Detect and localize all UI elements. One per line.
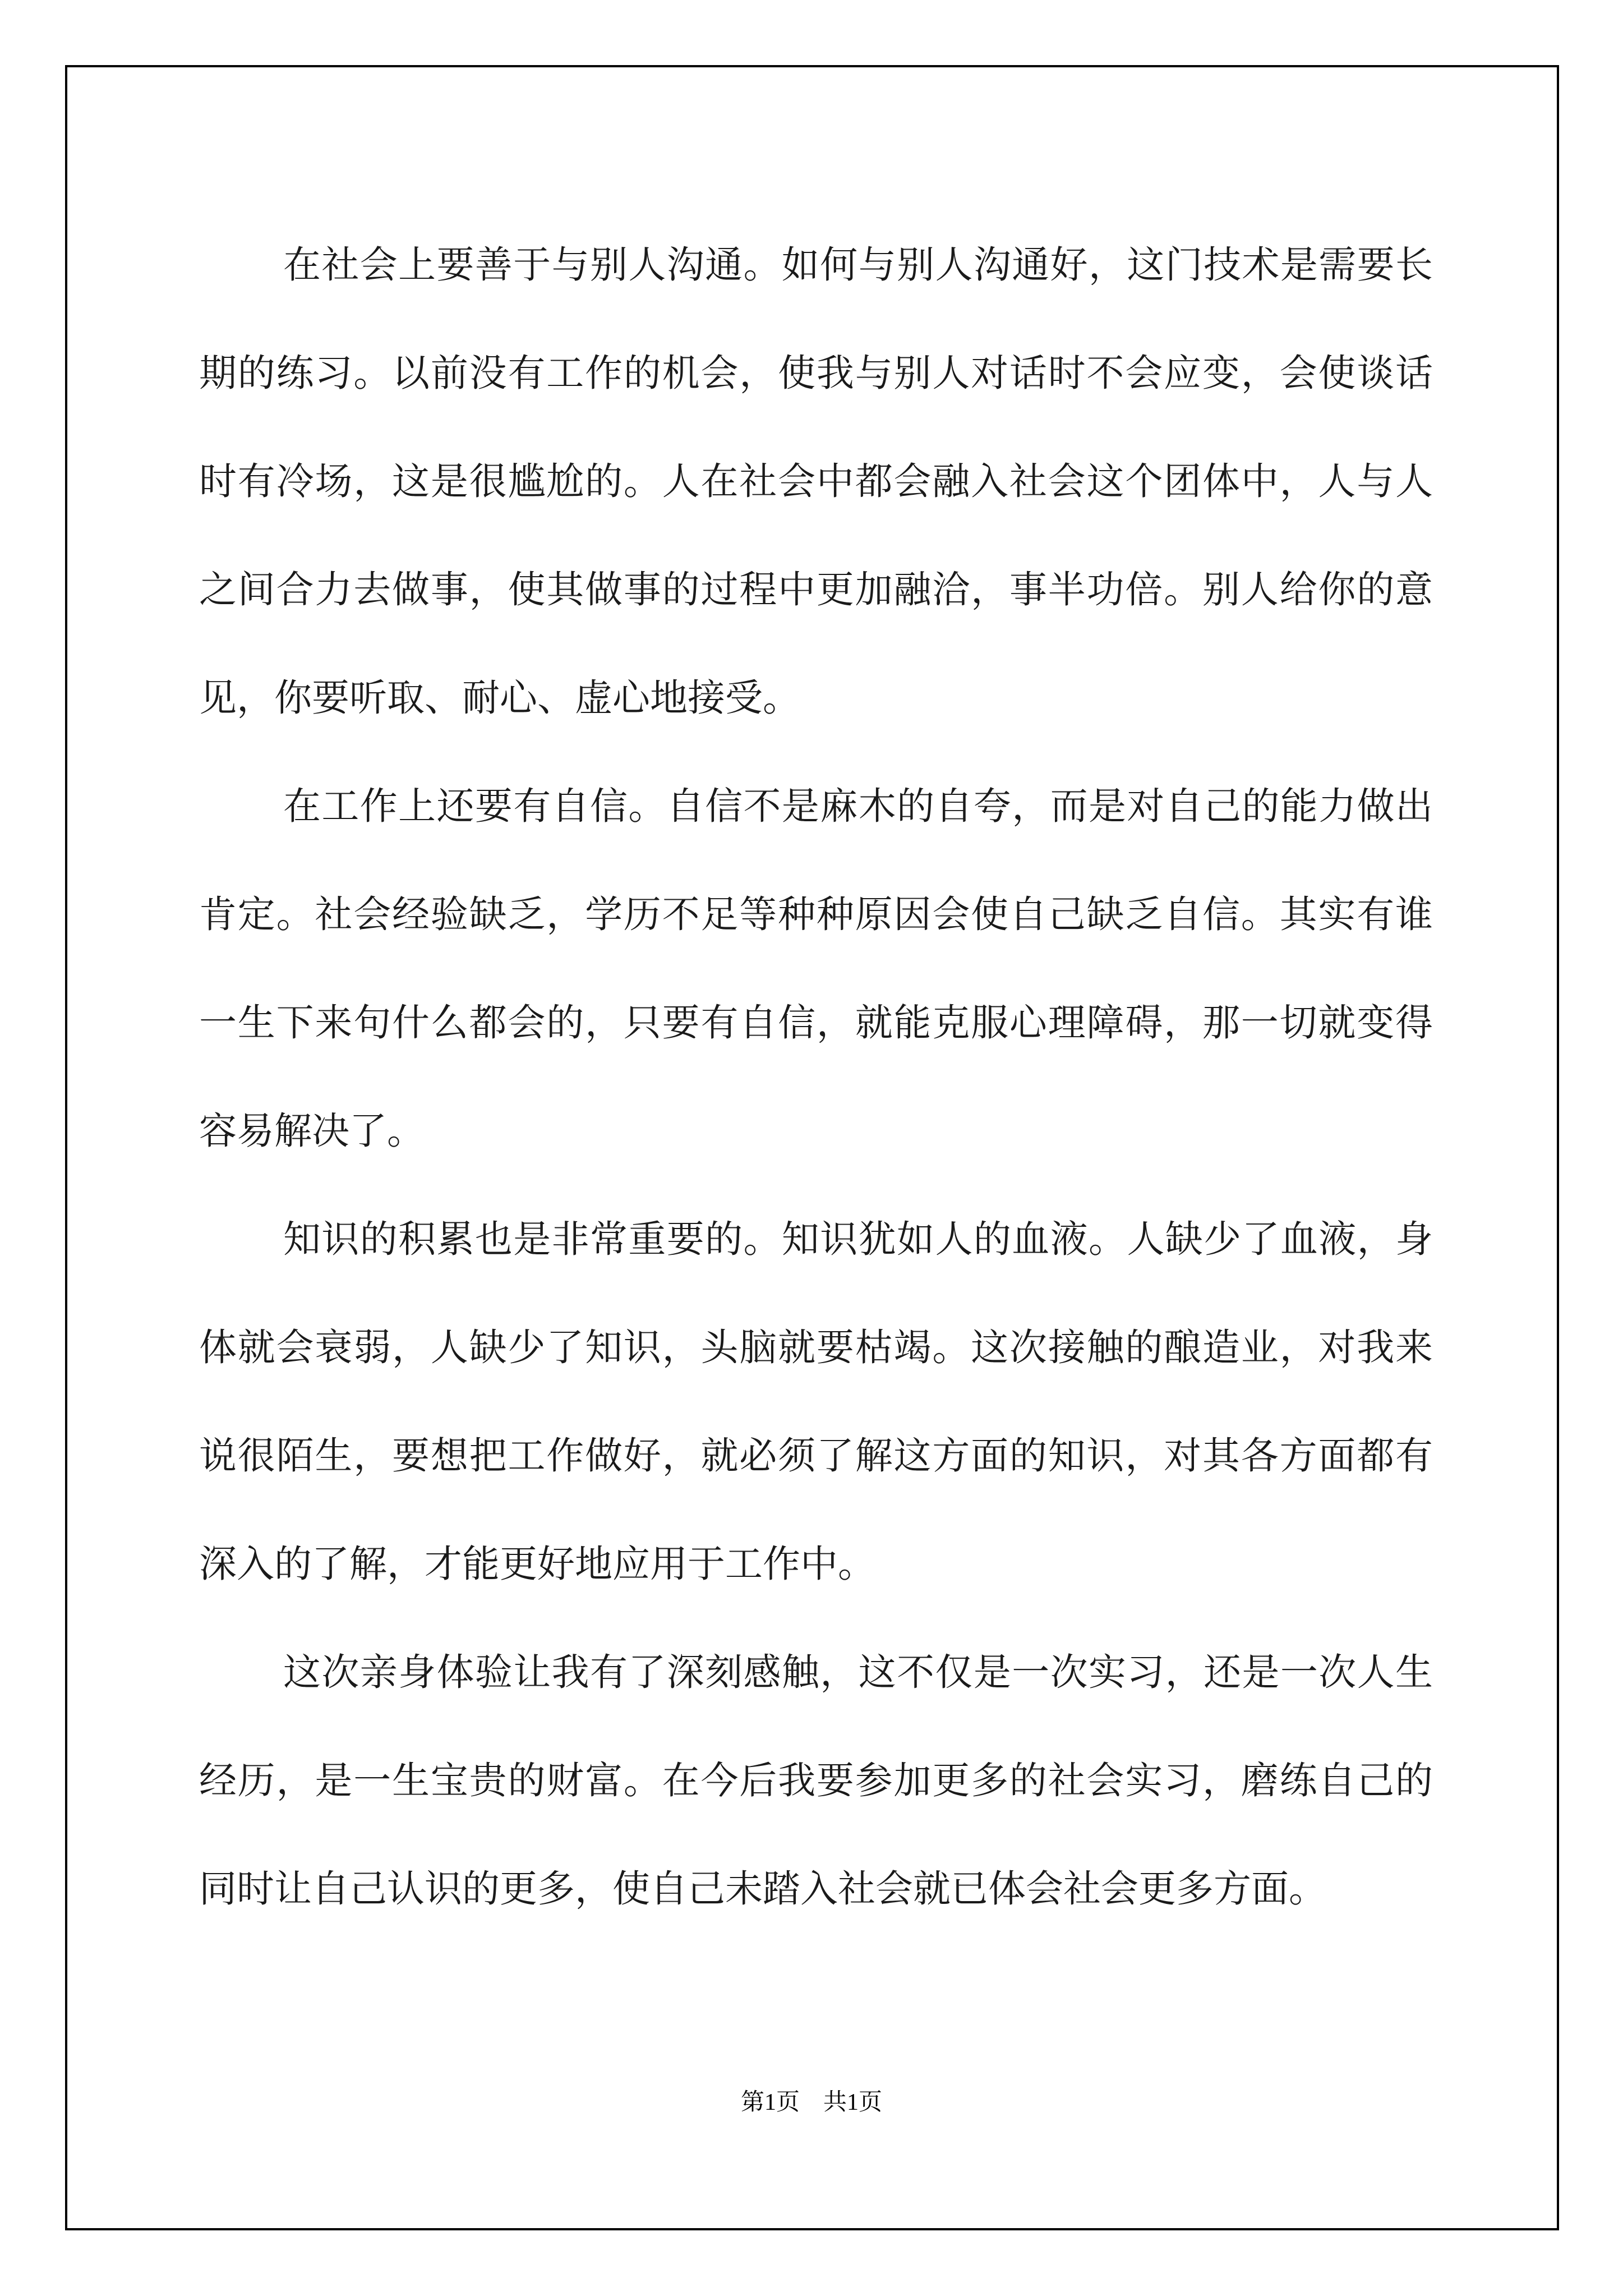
paragraph-2: 在工作上还要有自信。自信不是麻木的自夸，而是对自己的能力做出肯定。社会经验缺乏，学历不足等种种原因会使自己缺乏自信。其实有谁一生下来句什么都会的，只要有自信，就能克服心理障碍，那一切就变得容易解决了。 bbox=[199, 784, 1433, 1153]
page-number-footer: 第1页 共1页 bbox=[740, 2090, 882, 2115]
paragraph-4: 这次亲身体验让我有了深刻感触，这不仅是一次实习，还是一次人生经历，是一生宝贵的财富。在今后我要参加更多的社会实习，磨练自己的同时让自己认识的更多，使自己未踏入社会就已体会社会更多方面。 bbox=[199, 1650, 1433, 1911]
paragraph-3: 知识的积累也是非常重要的。知识犹如人的血液。人缺少了血液，身体就会衰弱，人缺少了知识，头脑就要枯竭。这次接触的酿造业，对我来说很陌生，要想把工作做好，就必须了解这方面的知识，对其各方面都有深入的了解，才能更好地应用于工作中。 bbox=[199, 1217, 1433, 1586]
paragraph-1: 在社会上要善于与别人沟通。如何与别人沟通好，这门技术是需要长期的练习。以前没有工作的机会，使我与别人对话时不会应变，会使谈话时有冷场，这是很尴尬的。人在社会中都会融入社会这个团体中，人与人之间合力去做事，使其做事的过程中更加融洽，事半功倍。别人给你的意见，你要听取、耐心、虚心地接受。 bbox=[199, 243, 1433, 720]
document-body bbox=[199, 211, 1433, 1943]
